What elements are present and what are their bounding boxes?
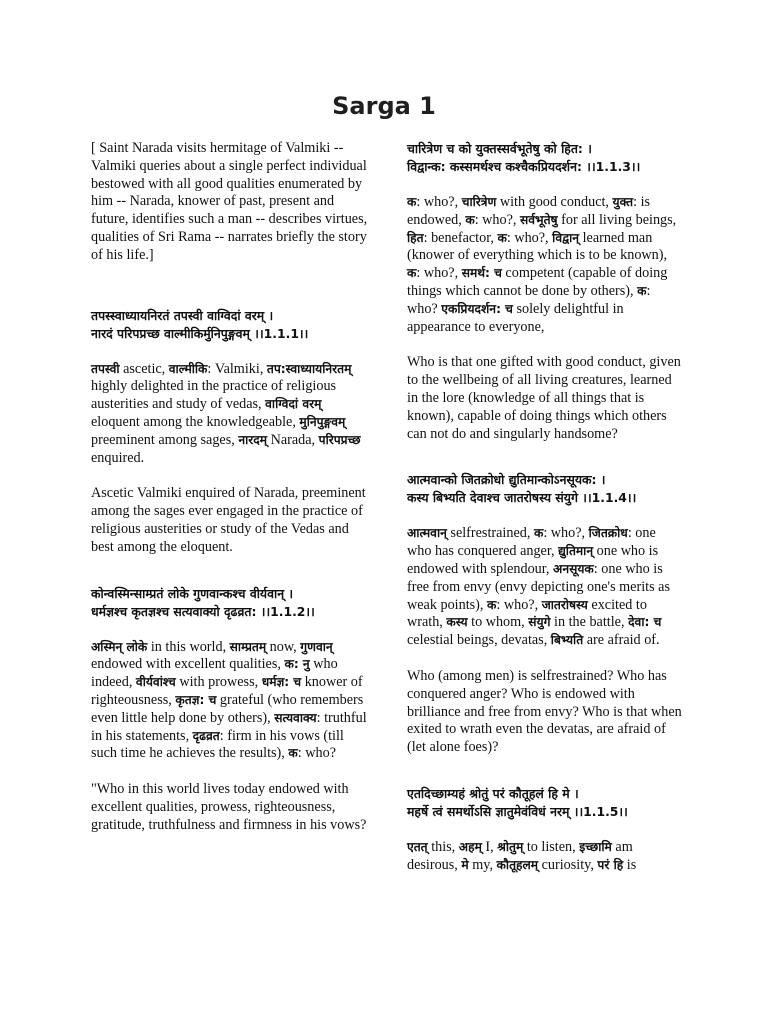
sanskrit-term: विद्वान् [552, 230, 580, 245]
sanskrit-term: साम्प्रतम् [229, 639, 267, 654]
sanskrit-term: जातरोषस्य [541, 597, 588, 612]
sanskrit-term: क [407, 195, 417, 209]
term-meaning: learned man (knower of everything which is to be known), [407, 229, 668, 264]
sanskrit-term: क [465, 212, 475, 227]
term-meaning: to listen, [523, 838, 580, 855]
sanskrit-term: द्युतिमान् [558, 544, 594, 559]
term-meaning: : who?, [543, 525, 589, 542]
term-meaning: selfrestrained, [446, 525, 534, 542]
sanskrit-term: सर्वभूतेषु [520, 212, 558, 227]
sanskrit-term: क [487, 597, 497, 612]
word-gloss-1-1-2 [91, 639, 371, 764]
term-meaning: preeminent among sages, [91, 431, 239, 448]
term-meaning: is [623, 856, 637, 873]
sanskrit-term: देवा: च [628, 615, 662, 630]
sanskrit-term: परं हि [597, 857, 624, 872]
term-meaning: grateful (who remembers even little help done by others), [91, 691, 364, 726]
term-meaning: for all living beings, [557, 211, 677, 228]
term-meaning: : who? [407, 282, 651, 317]
verse-line: कोन्वस्मिन्साम्प्रतं लोके गुणवान्कश्च वीर्यवान् । [91, 585, 294, 601]
term-meaning: curiosity, [538, 856, 598, 873]
sanskrit-term: क [288, 746, 298, 761]
term-meaning: : who?, [416, 194, 462, 210]
term-meaning: : firm in his vows (till such time he achieves the results), [91, 727, 344, 762]
verse-line: नारदं परिपप्रच्छ वाल्मीकिर्मुनिपुङ्गवम् ।।1.1.1।। [91, 325, 309, 341]
translation-1-1-4: Who (among men) is selfrestrained? Who has conquered anger? Who is endowed with brilliance and free from envy? Who is that when exited to wrath even the devatas, are afraid of (let alone foes)? [407, 667, 682, 756]
sanskrit-term: तपस्वी [91, 361, 120, 376]
verse-line: चारित्रेण च को युक्तस्सर्वभूतेषु को हित: । [407, 141, 592, 156]
sanskrit-term: कस्य [446, 615, 468, 630]
verse-line: महर्षे त्वं समर्थोऽसि ज्ञातुमेवंविधं नरम् ।।1.1.5।। [407, 803, 628, 819]
sanskrit-term: कृतज्ञ: च [175, 692, 217, 707]
sanskrit-term: आत्मवान् [407, 526, 447, 541]
term-meaning: in the battle, [550, 614, 629, 631]
translation-1-1-3: Who is that one gifted with good conduct, given to the wellbeing of all living creatures, learned in the lore (knowledge of all things that is known), capable of doing things which others can not do and singularly handsome? [407, 354, 681, 442]
sanskrit-term: मुनिपुङ्गवम् [299, 414, 346, 429]
verse-line: आत्मवान्को जितक्रोधो द्युतिमान्कोऽनसूयक: । [407, 472, 606, 488]
term-meaning: I, [481, 838, 498, 855]
term-meaning: with good conduct, [496, 194, 613, 210]
sanskrit-term: हित [407, 230, 424, 245]
term-meaning: : benefactor, [423, 229, 498, 246]
term-meaning: : truthful in his statements, [91, 709, 367, 744]
verse-line: तपस्स्वाध्यायनिरतं तपस्वी वाग्विदां वरम् । [91, 307, 274, 323]
term-meaning: who indeed, [91, 656, 338, 691]
sanskrit-term: एतत् [407, 839, 428, 854]
term-meaning: : who?, [474, 211, 521, 228]
sanskrit-term: कौतूहलम् [496, 857, 539, 872]
word-gloss-1-1-4 [407, 525, 683, 650]
left-column [91, 140, 371, 853]
sanskrit-term: अहम् [458, 839, 482, 854]
sanskrit-term: अनसूयक [553, 561, 594, 576]
sanskrit-term: अस्मिन् लोके [91, 639, 148, 654]
sanskrit-term: इच्छामि [579, 839, 612, 854]
sanskrit-term: तप:स्वाध्यायनिरतम् [266, 361, 352, 376]
sanskrit-term: सत्यवाक्य [274, 710, 317, 725]
sanskrit-term: समर्थ: च [461, 266, 502, 281]
term-meaning: competent (capable of doing things which cannot be done by others), [407, 265, 668, 299]
translation-1-1-2: "Who in this world lives today endowed with excellent qualities, prowess, righteousness, gratitude, truthfulness and firmness in his vows? [91, 781, 367, 833]
verse-1-1-3 [407, 140, 683, 176]
sanskrit-term: वीर्यवांश्च [135, 675, 176, 690]
sanskrit-term: गुणवान् [300, 639, 333, 654]
translation-1-1-1: Ascetic Valmiki enquired of Narada, preeminent among the sages ever engaged in the practice of religious austerities or study of the Vedas and best among the eloquent. [91, 485, 366, 555]
verse-line: धर्मज्ञश्च कृतज्ञश्च सत्यवाक्यो दृढव्रत: ।।1.1.2।। [91, 603, 315, 619]
term-meaning: : who? [297, 745, 336, 762]
sanskrit-term: श्रोतुम् [497, 839, 524, 854]
term-meaning: am desirous, [407, 838, 633, 873]
term-meaning: : Valmiki, [207, 360, 267, 377]
term-meaning: enquired. [91, 449, 145, 466]
sanskrit-term: क [637, 283, 647, 298]
term-meaning: endowed with excellent qualities, [91, 656, 285, 673]
term-meaning: eloquent among the knowledgeable, [91, 413, 300, 430]
sanskrit-term: क: नु [284, 657, 310, 672]
word-gloss-1-1-3 [407, 194, 683, 336]
verse-1-1-5 [407, 785, 683, 821]
term-meaning: are afraid of. [583, 632, 660, 649]
term-meaning: highly delighted in the practice of religious austerities and study of vedas, [91, 378, 337, 413]
term-meaning: solely delightful in appearance to everyone, [407, 300, 624, 335]
term-meaning: to whom, [467, 614, 529, 631]
term-meaning: now, [266, 638, 301, 655]
verse-line: विद्वान्क: कस्समर्थश्च कश्चैकप्रियदर्शन: ।।1.1.3।। [407, 159, 641, 174]
sanskrit-term: दृढव्रत [192, 728, 220, 743]
sanskrit-term: क [407, 266, 417, 281]
term-meaning: : who?, [506, 229, 553, 246]
term-meaning: ascetic, [119, 360, 169, 377]
sanskrit-term: एकप्रियदर्शन: च [441, 301, 513, 316]
verse-1-1-1 [91, 307, 371, 343]
verse-line: कस्य बिभ्यति देवाश्च जातरोषस्य संयुगे ।।1.1.4।। [407, 490, 637, 506]
verse-1-1-4 [407, 471, 683, 507]
term-meaning: : one who has conquered anger, [407, 525, 656, 560]
term-meaning: : who?, [496, 596, 542, 613]
verse-1-1-2 [91, 585, 371, 621]
term-meaning: one who is endowed with splendour, [407, 543, 659, 577]
sanskrit-term: जितक्रोध [588, 526, 628, 541]
sanskrit-term: वाग्विदां वरम् [265, 397, 322, 412]
right-column [407, 140, 683, 893]
sanskrit-term: संयुगे [528, 615, 551, 630]
sanskrit-term: क [533, 526, 544, 541]
sanskrit-term: युक्त [612, 195, 634, 209]
term-meaning: with prowess, [175, 674, 262, 691]
term-meaning: this, [427, 838, 459, 855]
word-gloss-1-1-1 [91, 361, 371, 468]
sarga-summary: [ Saint Narada visits hermitage of Valmiki -- Valmiki queries about a single perfect individual bestowed with all good qualities enumerated by him -- Narada, knower of past, present and future, identifies such a man -- describes virtues, qualities of Sri Rama -- narrates briefly the story of his life.] [91, 140, 368, 263]
sanskrit-term: धर्मज्ञ: च [261, 675, 302, 690]
sanskrit-term: परिपप्रच्छ [318, 432, 361, 447]
term-meaning: : one who is free from envy (envy depicting one's merits as weak points), [407, 560, 670, 613]
word-gloss-1-1-5 [407, 839, 683, 875]
verse-line: एतदिच्छाम्यहं श्रोतुं परं कौतूहलं हि मे । [407, 785, 579, 801]
term-meaning: in this world, [147, 638, 230, 655]
term-meaning: : who?, [416, 265, 462, 282]
term-meaning: knower of righteousness, [91, 674, 363, 708]
term-meaning: celestial beings, devatas, [407, 632, 551, 649]
sanskrit-term: वाल्मीकि [168, 361, 208, 376]
sanskrit-term: क [497, 230, 507, 245]
sanskrit-term: बिभ्यति [550, 633, 584, 648]
term-meaning: excited to wrath, [407, 596, 647, 631]
sanskrit-term: चारित्रेण [461, 195, 497, 209]
term-meaning: : is endowed, [407, 194, 651, 228]
page-title: Sarga 1 [332, 92, 436, 120]
term-meaning: Narada, [267, 431, 319, 448]
sanskrit-term: मे [461, 857, 469, 872]
term-meaning: my, [468, 856, 497, 873]
sanskrit-term: नारदम् [238, 432, 268, 447]
